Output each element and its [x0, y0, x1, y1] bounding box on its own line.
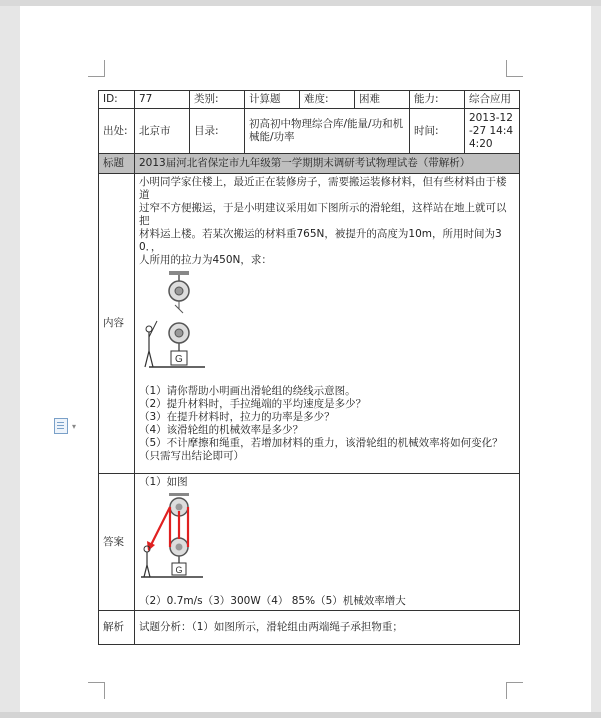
crop-mark-bottom-left [88, 682, 105, 699]
question-1: （1）请你帮助小明画出滑轮组的绕线示意图。 [139, 385, 356, 397]
ability-label: 能力: [410, 91, 465, 109]
question-3: （3）在提升材料时，拉力的功率是多少？ [139, 411, 335, 423]
analysis-text: 试题分析：（1）如图所示，滑轮组由两端绳子承担物重； [135, 611, 520, 645]
content-row [99, 174, 520, 474]
analysis-row [99, 611, 520, 645]
question-table [98, 90, 520, 645]
title-row [99, 154, 520, 174]
answer-row [99, 474, 520, 611]
content-line: 过窄不方便搬运，于是小明建议采用如下图所示的滑轮组，这样站在地上就可以把 [139, 202, 507, 227]
content-label: 内容 [99, 174, 135, 474]
difficulty-label: 难度: [300, 91, 355, 109]
catalog-value: 初高初中物理综合库/能量/功和机械能/功率 [245, 109, 410, 154]
svg-text:G: G [175, 565, 183, 575]
pulley-diagram [139, 271, 209, 379]
catalog-label: 目录: [190, 109, 245, 154]
ceiling-mount [169, 271, 189, 275]
svg-text:G: G [175, 354, 183, 365]
pull-rope [151, 507, 170, 545]
type-label: 类别: [190, 91, 245, 109]
title-value: 2013届河北省保定市九年级第一学期期末调研考试物理试卷（带解析） [135, 154, 520, 174]
answer-label: 答案 [99, 474, 135, 611]
source-label: 出处: [99, 109, 135, 154]
analysis-label: 解析 [99, 611, 135, 645]
id-value: 77 [135, 91, 190, 109]
source-value: 北京市 [135, 109, 190, 154]
title-label: 标题 [99, 154, 135, 174]
question-5: （5）不计摩擦和绳重，若增加材料的重力，该滑轮组的机械效率将如何变化？（只需写出结论即可） [139, 437, 503, 462]
question-4: （4）该滑轮组的机械效率是多少？ [139, 424, 304, 436]
content-line: 材料运上楼。若某次搬运的材料重765N，被提升的高度为10m，所用时间为30．， [139, 228, 502, 253]
id-label: ID: [99, 91, 135, 109]
left-margin-area [0, 0, 20, 718]
pulley-answer-diagram [139, 493, 209, 589]
crop-mark-top-right [506, 60, 523, 77]
meta-row-1 [99, 91, 520, 109]
answer-line-1: （1）如图 [139, 476, 188, 488]
right-margin-area [591, 0, 601, 718]
content-line: 小明同学家住楼上，最近正在装修房子，需要搬运装修材料，但有些材料由于楼道 [139, 176, 507, 201]
time-value: 2013-12-27 14:44:20 [465, 109, 520, 154]
type-value: 计算题 [245, 91, 300, 109]
crop-mark-top-left [88, 60, 105, 77]
answer-line-2: （2）0.7m/s（3）300W（4） 85%（5）机械效率增大 [139, 595, 406, 607]
question-2: （2）提升材料时，手拉绳端的平均速度是多少？ [139, 398, 367, 410]
meta-row-2 [99, 109, 520, 154]
document-options-icon[interactable] [54, 418, 68, 434]
person-icon [146, 326, 152, 332]
answer-body [135, 474, 520, 611]
content-body [135, 174, 520, 474]
status-bar [0, 712, 601, 718]
chevron-down-icon[interactable]: ▾ [72, 422, 77, 431]
ability-value: 综合应用 [465, 91, 520, 109]
content-line: 人所用的拉力为450N，求： [139, 254, 272, 266]
time-label: 时间: [410, 109, 465, 154]
crop-mark-bottom-right [506, 682, 523, 699]
difficulty-value: 困难 [355, 91, 410, 109]
